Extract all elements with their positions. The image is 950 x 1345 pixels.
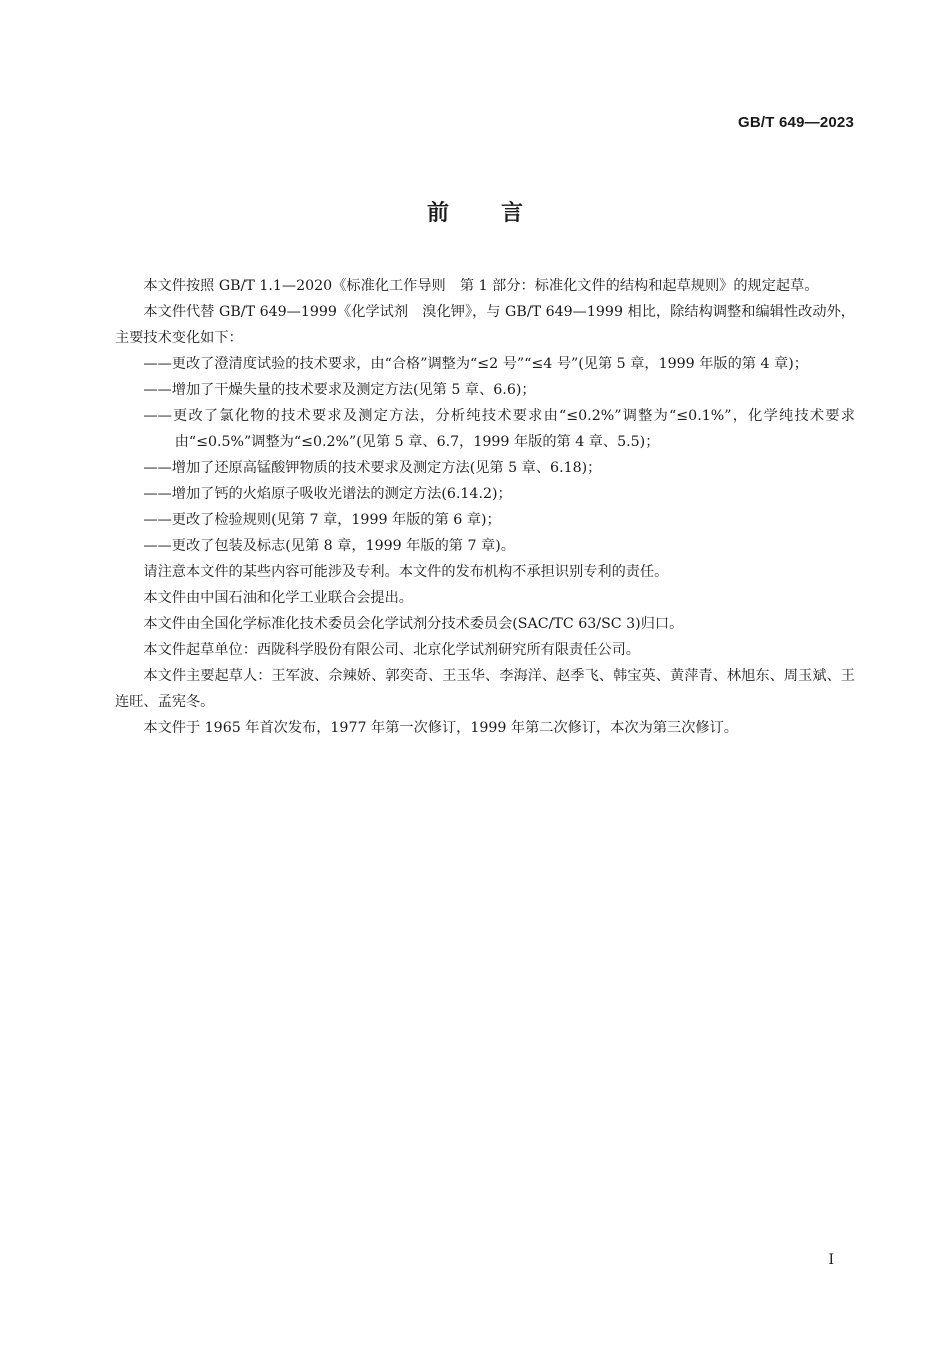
- committee-statement: 本文件由全国化学标准化技术委员会化学试剂分技术委员会(SAC/TC 63/SC 3)归口。: [143, 616, 684, 632]
- proposer-statement: 本文件由中国石油和化学工业联合会提出。: [143, 590, 413, 606]
- list-item: ——增加了还原高锰酸钾物质的技术要求及测定方法(见第 5 章、6.18)；: [143, 460, 602, 476]
- list-item: ——更改了包装及标志(见第 8 章，1999 年版的第 7 章)。: [143, 538, 515, 554]
- intro-paragraph: 本文件按照 GB/T 1.1—2020《标准化工作导则 第 1 部分：标准化文件的结构和起草规则》的规定起草。: [143, 278, 819, 294]
- revision-history: 本文件于 1965 年首次发布，1977 年第一次修订，1999 年第二次修订，本次为第三次修订。: [143, 720, 738, 736]
- patent-notice: 请注意本文件的某些内容可能涉及专利。本文件的发布机构不承担识别专利的责任。: [143, 564, 669, 580]
- list-item: ——更改了检验规则(见第 7 章，1999 年版的第 6 章)；: [143, 512, 501, 528]
- document-code: GB/T 649—2023: [738, 114, 854, 131]
- page-title: 前言: [426, 201, 575, 226]
- intro-paragraph: 本文件代替 GB/T 649—1999《化学试剂 溴化钾》，与 GB/T 649—1999 相比，除结构调整和编辑性改动外，主要技术变化如下：: [115, 304, 855, 346]
- list-item: ——增加了干燥失量的技术要求及测定方法(见第 5 章、6.6)；: [143, 382, 536, 398]
- foreword-body: [115, 273, 855, 741]
- page-number: I: [828, 1252, 834, 1268]
- technical-changes-list: [115, 351, 855, 559]
- list-item: ——更改了澄清度试验的技术要求，由“合格”调整为“≤2 号”“≤4 号”(见第 5 章，1999 年版的第 4 章)；: [143, 356, 808, 372]
- drafters: 本文件主要起草人：王军波、佘辣娇、郭奕奇、王玉华、李海洋、赵季飞、韩宝英、黄萍青、林旭东、周玉斌、王连旺、孟宪冬。: [115, 668, 855, 710]
- drafting-units: 本文件起草单位：西陇科学股份有限公司、北京化学试剂研究所有限责任公司。: [143, 642, 640, 658]
- list-item: ——增加了钙的火焰原子吸收光谱法的测定方法(6.14.2)；: [143, 486, 512, 502]
- list-item: ——更改了氯化物的技术要求及测定方法，分析纯技术要求由“≤0.2%”调整为“≤0.1%”，化学纯技术要求由“≤0.5%”调整为“≤0.2%”(见第 5 章、6.7，1999 年版的第 4 章、5.5)；: [143, 408, 855, 450]
